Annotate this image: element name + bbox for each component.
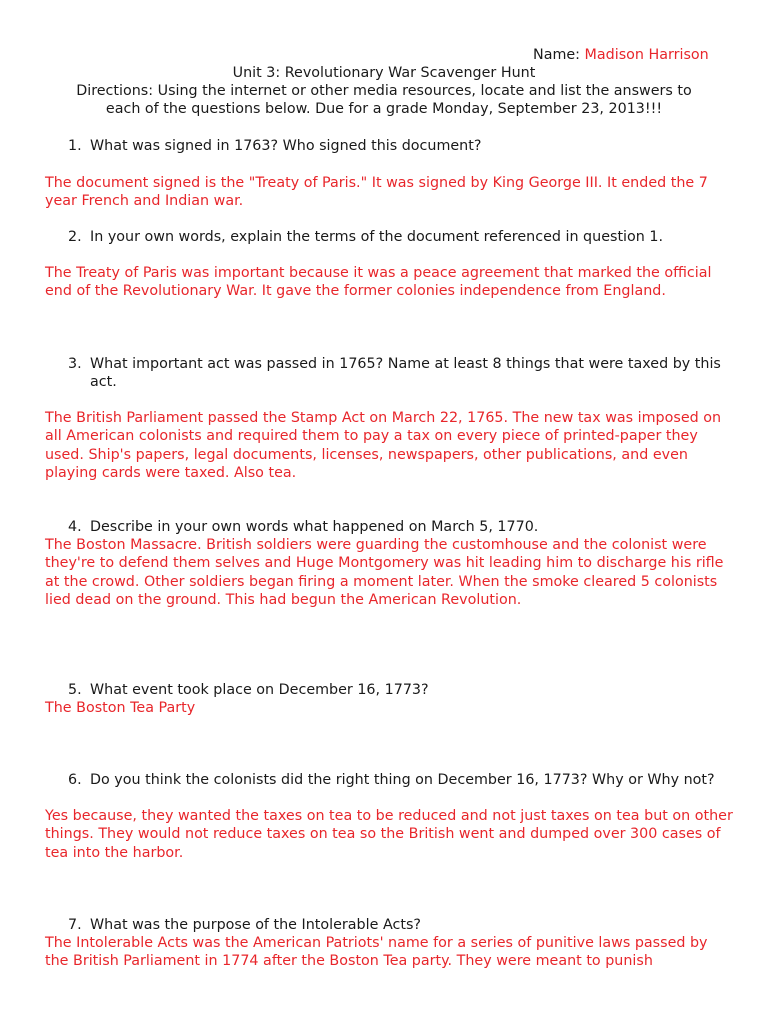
question-text: What event took place on December 16, 1773? [90,682,429,698]
question-number: 7. [68,917,82,933]
answer-7: The Intolerable Acts was the American Patriots' name for a series of punitive laws passed by the British Parliament in 1774 after the Boston Tea party. They were meant to punish [45,935,708,970]
answer-6: Yes because, they wanted the taxes on tea to be reduced and not just taxes on tea but on other things. They would not reduce taxes on tea so the British went and dumped over 300 cases of tea into the harbor. [45,808,733,861]
question-number: 2. [68,229,82,245]
answer-1: The document signed is the "Treaty of Paris." It was signed by King George III. It ended the 7 year French and Indian war. [45,175,708,210]
question-text: Describe in your own words what happened on March 5, 1770. [90,519,539,535]
answer-4: The Boston Massacre. British soldiers were guarding the customhouse and the colonist were they're to defend them selves and Huge Montgomery was hit leading him to discharge his rifle at the crowd. Other soldiers began firing a moment later. When the smoke cleared 5 colonists lied dead on the ground. This had begun the American Revolution. [45,537,724,608]
question-text: In your own words, explain the terms of the document referenced in question 1. [90,229,664,245]
question-3 [68,355,738,392]
question-number: 6. [68,772,82,788]
question-number: 4. [68,519,82,535]
directions-line-1: Directions: Using the internet or other media resources, locate and list the answers to [76,83,692,99]
question-7 [68,916,738,934]
question-text: Do you think the colonists did the right thing on December 16, 1773? Why or Why not? [90,772,715,788]
question-1 [68,137,738,155]
question-2 [68,228,738,246]
answer-2: The Treaty of Paris was important because it was a peace agreement that marked the official end of the Revolutionary War. It gave the former colonies independence from England. [45,265,712,300]
student-name: Madison Harrison [584,47,709,63]
answer-3: The British Parliament passed the Stamp Act on March 22, 1765. The new tax was imposed on all American colonists and required them to pay a tax on every piece of printed-paper they used. Ship's papers, legal documents, licenses, newspapers, other publications, and even playing cards were taxed. Also tea. [45,410,722,481]
question-6 [68,771,738,789]
answer-5: The Boston Tea Party [45,700,196,716]
question-number: 5. [68,682,82,698]
question-text: What was signed in 1763? Who signed this document? [90,138,482,154]
name-line [533,46,709,64]
question-text: What important act was passed in 1765? Name at least 8 things that were taxed by this act. [90,356,721,391]
directions-line-2: each of the questions below. Due for a grade Monday, September 23, 2013!!! [105,101,663,117]
question-4 [68,518,738,536]
name-label: Name: [533,47,580,63]
worksheet-title: Unit 3: Revolutionary War Scavenger Hunt [232,65,536,81]
question-5 [68,681,738,699]
question-number: 3. [68,356,82,372]
question-number: 1. [68,138,82,154]
question-text: What was the purpose of the Intolerable Acts? [90,917,421,933]
